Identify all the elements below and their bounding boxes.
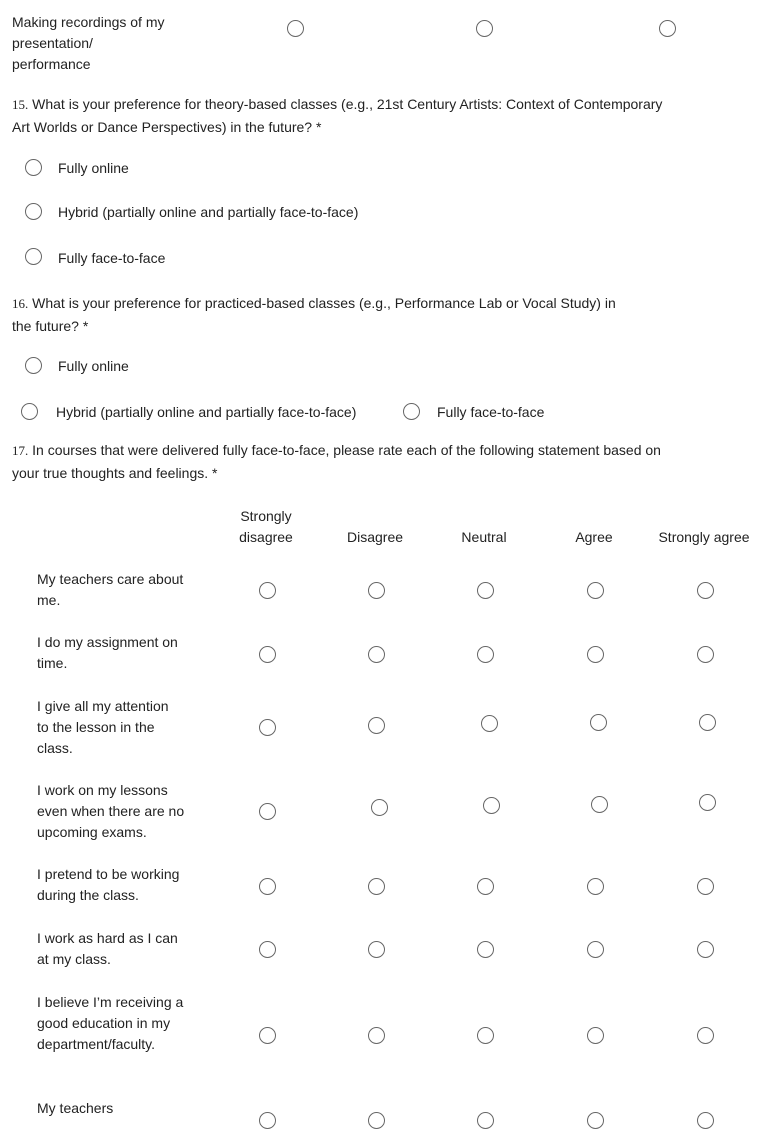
row-label-line: me. <box>37 592 61 608</box>
q16-option-label[interactable]: Fully online <box>58 358 129 374</box>
column-header-line: disagree <box>239 529 293 545</box>
row-label-line: time. <box>37 655 68 671</box>
q15-option-radio[interactable] <box>25 248 42 265</box>
q16-option-radio[interactable] <box>21 403 38 420</box>
top-row-label-line: Making recordings of my <box>12 14 165 30</box>
matrix-radio[interactable] <box>259 803 276 820</box>
matrix-radio[interactable] <box>587 646 604 663</box>
matrix-radio[interactable] <box>368 1027 385 1044</box>
question-17-text <box>12 440 772 484</box>
question-number: 17. <box>12 443 29 458</box>
matrix-radio[interactable] <box>371 799 388 816</box>
matrix-radio[interactable] <box>368 878 385 895</box>
q16-option-label[interactable]: Fully face-to-face <box>437 404 545 420</box>
matrix-radio[interactable] <box>587 941 604 958</box>
row-label-line: even when there are no <box>37 803 185 819</box>
matrix-radio[interactable] <box>587 1027 604 1044</box>
question-text-line: the future? * <box>12 318 89 334</box>
question-text-line: In courses that were delivered fully face-to-face, please rate each of the following statement based on <box>32 442 661 458</box>
column-header-line: Neutral <box>461 529 507 545</box>
question-number: 16. <box>12 296 29 311</box>
top-row-radio-2[interactable] <box>476 20 493 37</box>
row-label-line: during the class. <box>37 887 139 903</box>
matrix-radio[interactable] <box>699 794 716 811</box>
q15-option-label[interactable]: Hybrid (partially online and partially face-to-face) <box>58 204 359 220</box>
matrix-radio[interactable] <box>477 878 494 895</box>
matrix-radio[interactable] <box>477 1027 494 1044</box>
matrix-radio[interactable] <box>481 715 498 732</box>
matrix-row-label <box>37 928 207 970</box>
matrix-radio[interactable] <box>697 582 714 599</box>
row-label-line: department/faculty. <box>37 1036 156 1052</box>
row-label-line: I work as hard as I can <box>37 930 178 946</box>
matrix-radio[interactable] <box>697 1027 714 1044</box>
row-label-line: My teachers care about <box>37 571 184 587</box>
column-header-strongly-agree <box>648 527 760 548</box>
matrix-radio[interactable] <box>368 646 385 663</box>
matrix-radio[interactable] <box>368 941 385 958</box>
question-text-line: Art Worlds or Dance Perspectives) in the future? * <box>12 119 322 135</box>
matrix-radio[interactable] <box>368 582 385 599</box>
q16-option-label[interactable]: Hybrid (partially online and partially face-to-face) <box>56 404 357 420</box>
matrix-radio[interactable] <box>477 582 494 599</box>
matrix-row-label <box>37 992 207 1055</box>
matrix-radio[interactable] <box>259 941 276 958</box>
matrix-radio[interactable] <box>483 797 500 814</box>
top-row-label-line: performance <box>12 56 91 72</box>
matrix-row-label <box>37 696 207 759</box>
matrix-radio[interactable] <box>699 714 716 731</box>
matrix-radio[interactable] <box>590 714 607 731</box>
row-label-line: My teachers <box>37 1100 114 1116</box>
matrix-radio[interactable] <box>591 796 608 813</box>
matrix-radio[interactable] <box>259 1112 276 1129</box>
column-header-agree <box>544 527 644 548</box>
question-text-line: What is your preference for practiced-based classes (e.g., Performance Lab or Vocal Study) in <box>32 295 616 311</box>
row-label-line: upcoming exams. <box>37 824 147 840</box>
matrix-radio[interactable] <box>587 1112 604 1129</box>
matrix-row-label <box>37 1098 207 1119</box>
matrix-radio[interactable] <box>259 646 276 663</box>
question-15-text <box>12 94 772 138</box>
top-row-radio-3[interactable] <box>659 20 676 37</box>
matrix-row-label <box>37 632 207 674</box>
top-row-label-line: presentation/ <box>12 35 93 51</box>
top-row-label <box>12 12 212 75</box>
q16-option-radio[interactable] <box>25 357 42 374</box>
row-label-line: I give all my attention <box>37 698 169 714</box>
matrix-radio[interactable] <box>587 878 604 895</box>
q15-option-radio[interactable] <box>25 203 42 220</box>
column-header-strongly-disagree <box>216 506 316 548</box>
matrix-radio[interactable] <box>697 1112 714 1129</box>
question-16-text <box>12 293 712 337</box>
q16-option-radio[interactable] <box>403 403 420 420</box>
matrix-radio[interactable] <box>587 582 604 599</box>
row-label-line: at my class. <box>37 951 111 967</box>
matrix-radio[interactable] <box>259 878 276 895</box>
question-text-line: your true thoughts and feelings. * <box>12 465 218 481</box>
matrix-radio[interactable] <box>259 582 276 599</box>
row-label-line: I believe I’m receiving a <box>37 994 184 1010</box>
matrix-radio[interactable] <box>477 1112 494 1129</box>
column-header-line: Agree <box>575 529 613 545</box>
matrix-radio[interactable] <box>368 1112 385 1129</box>
row-label-line: I do my assignment on <box>37 634 178 650</box>
row-label-line: good education in my <box>37 1015 171 1031</box>
column-header-line: Disagree <box>346 529 404 545</box>
matrix-radio[interactable] <box>259 719 276 736</box>
matrix-row-label <box>37 780 207 843</box>
q15-option-label[interactable]: Fully online <box>58 160 129 176</box>
matrix-radio[interactable] <box>477 941 494 958</box>
row-label-line: I work on my lessons <box>37 782 168 798</box>
q15-option-label[interactable]: Fully face-to-face <box>58 250 166 266</box>
column-header-line: Strongly <box>240 508 292 524</box>
column-header-disagree <box>325 527 425 548</box>
row-label-line: I pretend to be working <box>37 866 180 882</box>
matrix-radio[interactable] <box>368 717 385 734</box>
q15-option-radio[interactable] <box>25 159 42 176</box>
column-header-neutral <box>434 527 534 548</box>
matrix-row-label <box>37 569 207 611</box>
matrix-row-label <box>37 864 207 906</box>
matrix-radio[interactable] <box>477 646 494 663</box>
top-row-radio-1[interactable] <box>287 20 304 37</box>
row-label-line: class. <box>37 740 73 756</box>
matrix-radio[interactable] <box>697 646 714 663</box>
matrix-radio[interactable] <box>697 878 714 895</box>
column-header-line: Strongly agree <box>658 529 750 545</box>
question-number: 15. <box>12 97 29 112</box>
matrix-radio[interactable] <box>259 1027 276 1044</box>
matrix-radio[interactable] <box>697 941 714 958</box>
row-label-line: to the lesson in the <box>37 719 155 735</box>
question-text-line: What is your preference for theory-based classes (e.g., 21st Century Artists: Context of Contemporary <box>32 96 663 112</box>
